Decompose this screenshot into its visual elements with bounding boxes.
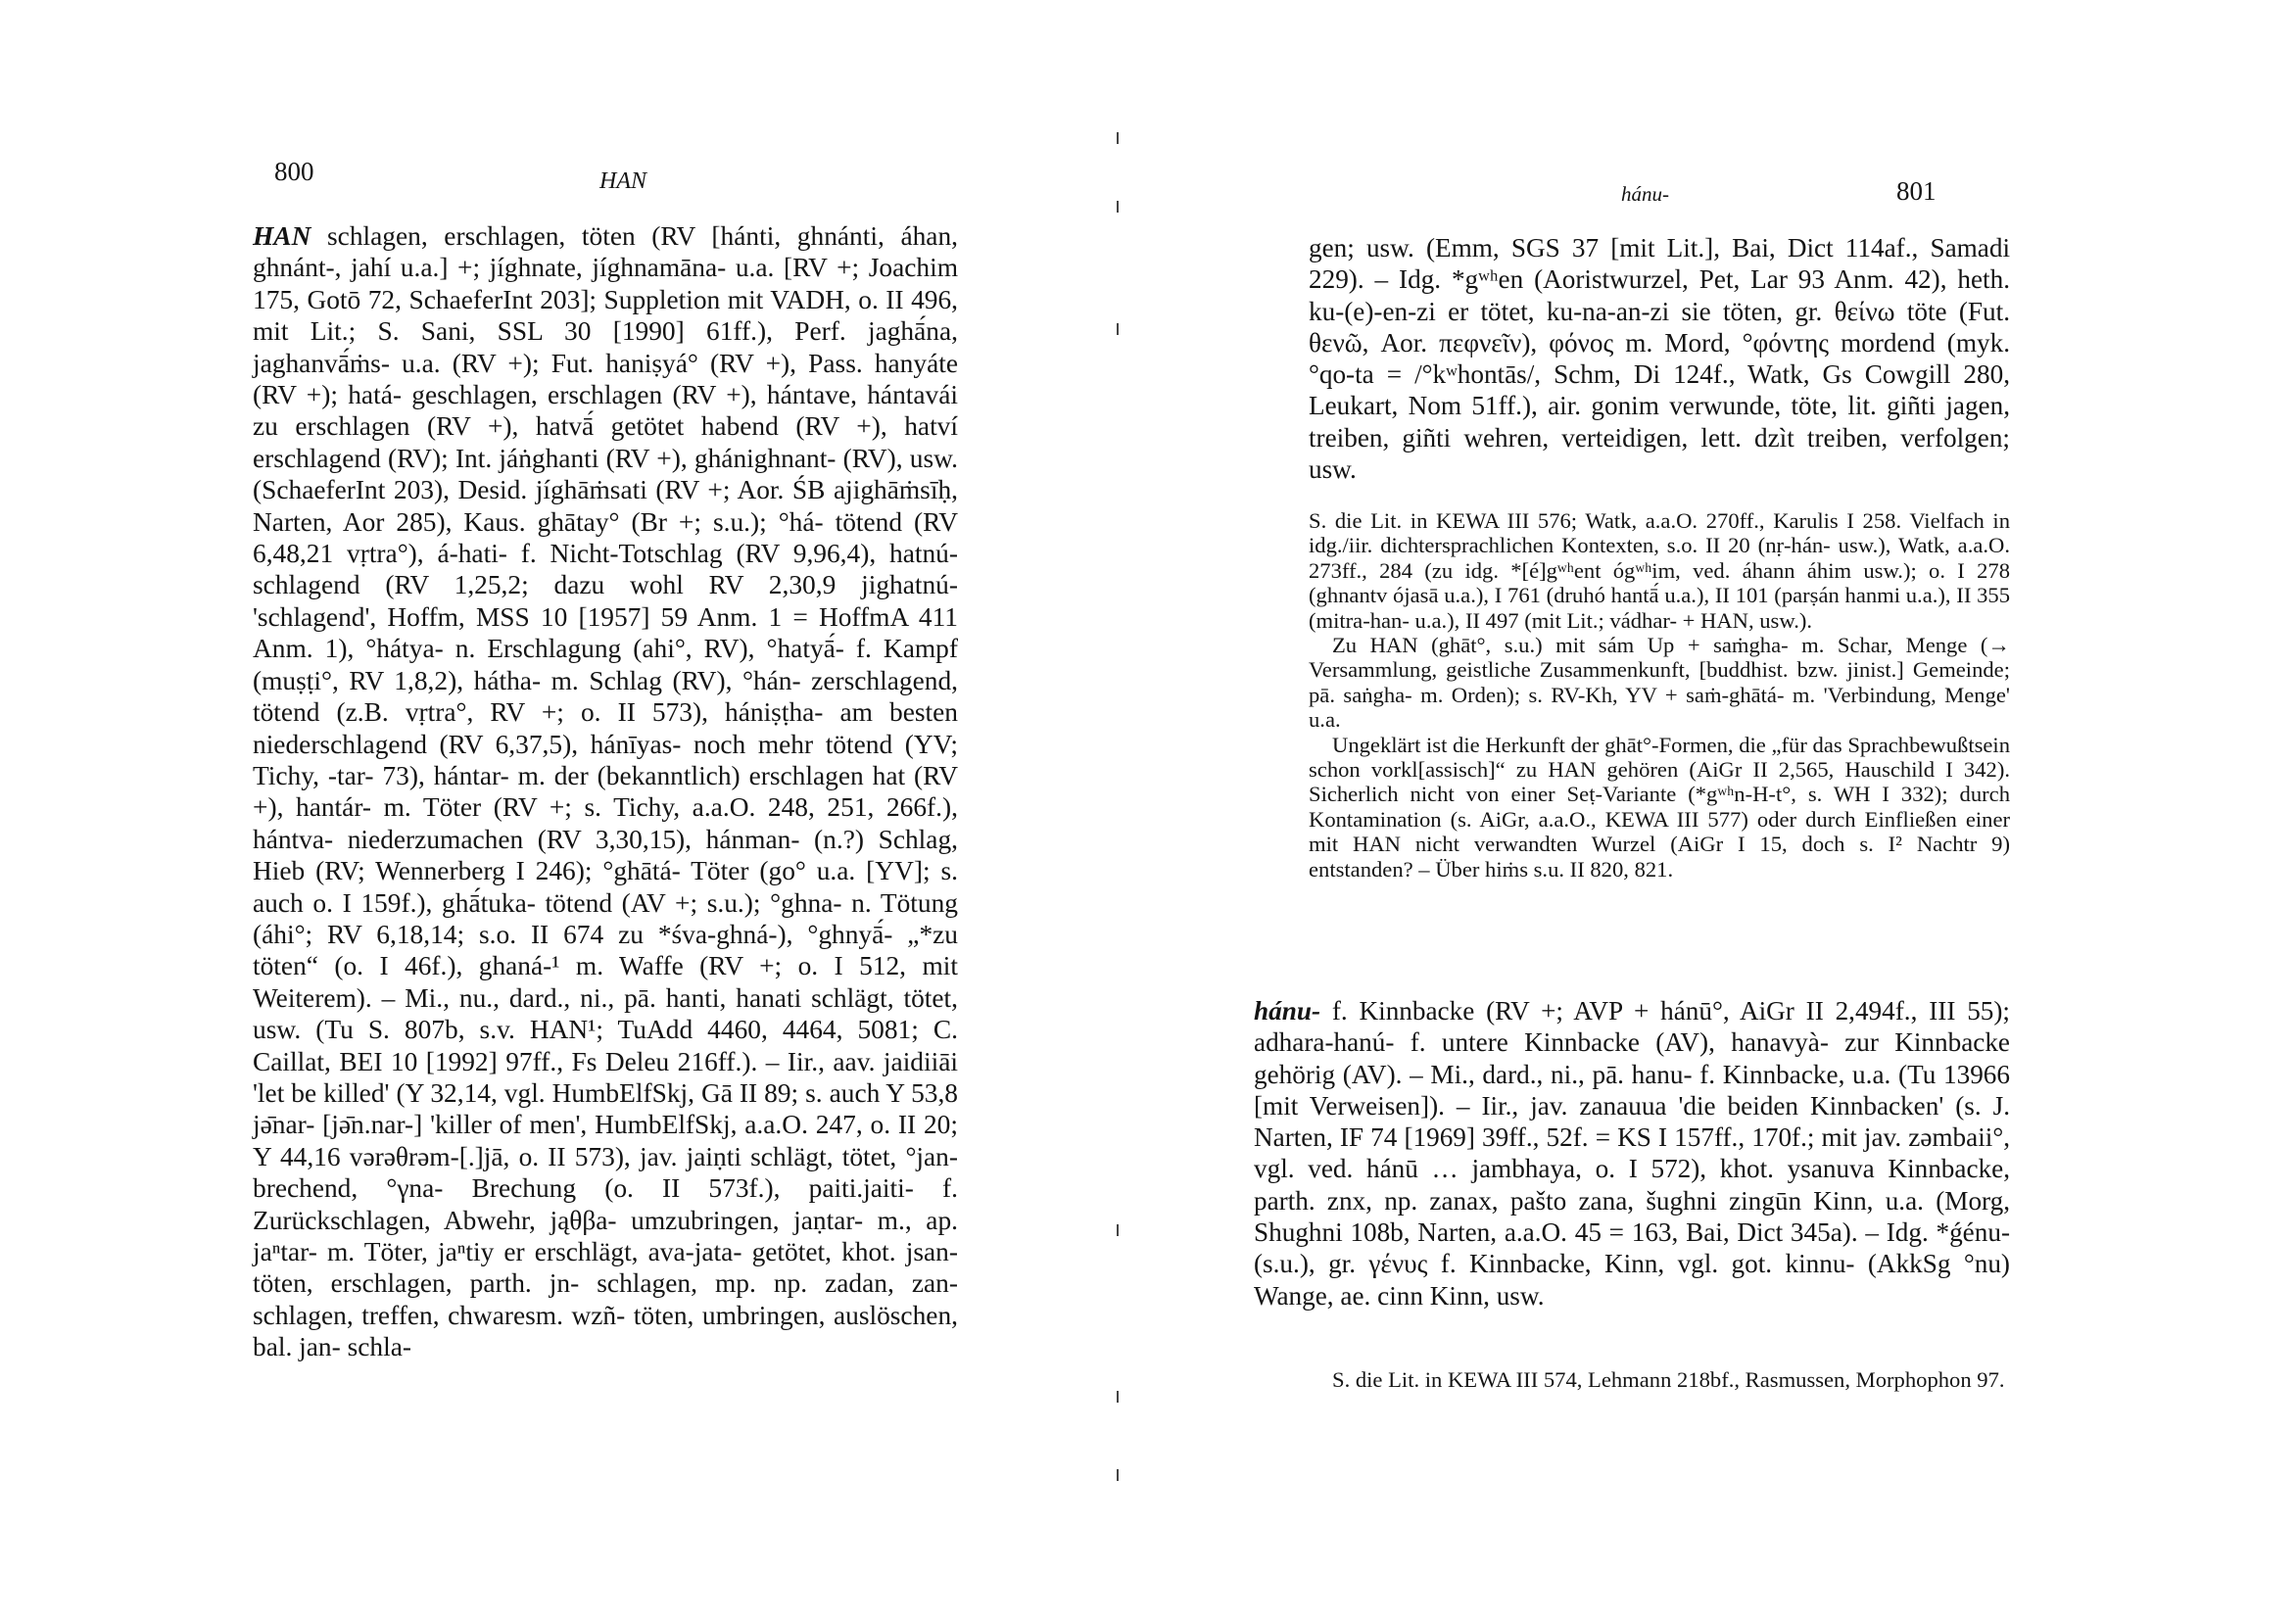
entry-lemma: hánu- xyxy=(1254,996,1321,1026)
note-paragraph: S. die Lit. in KEWA III 574, Lehmann 218bf., Rasmussen, Morphophon 97. xyxy=(1332,1367,2005,1392)
entry-paragraph xyxy=(253,220,958,1363)
page-number: 800 xyxy=(274,157,314,186)
entry-lemma: HAN xyxy=(253,221,311,251)
entry-hanu xyxy=(1254,995,2010,1312)
entry-paragraph xyxy=(1254,995,2010,1312)
right-page xyxy=(1126,0,2296,1622)
entry-han-continuation xyxy=(1309,232,2010,485)
left-page xyxy=(0,0,1126,1622)
running-head: hánu- xyxy=(1621,182,1669,206)
continuation-text: gen; usw. (Emm, SGS 37 [mit Lit.], Bai, Dict 114af., Samadi 229). – Idg. *gʷʰen (Aoristwurzel, Pet, Lar 93 Anm. 42), heth. ku-(e)-en-zi er tötet, ku-na-an-zi sie töten, gr. θείνω töte (Fut. θενῶ, Aor. πεφνεῖν), φόνος m. Mord, °φόντης mordend (myk. °qo-ta = /°kʷhontās/, Schm, Di 124f., Watk, Gs Cowgill 280, Leukart, Nom 51ff.), air. gonim verwunde, töte, lit. giñti jagen, treiben, giñti wehren, verteidigen, lett. dzìt treiben, verfolgen; usw. xyxy=(1309,233,2010,485)
entry-notes xyxy=(1309,508,2010,882)
note-paragraph: Ungeklärt ist die Herkunft der ghāt°-Formen, die „für das Sprachbewußtsein schon vorkl[assisch]“ zu HAN gehören (AiGr II 2,565, Hauschild I 342). Sicherlich nicht von einer Seṭ-Variante (*gʷʰn-H-t°, s. WH I 332); durch Kontamination (s. AiGr, a.a.O., KEWA III 577) oder durch Einfließen einer mit HAN nicht verwandten Wurzel (AiGr I 15, doch s. I² Nachtr 9) entstanden? – Über hiṁs s.u. II 820, 821. xyxy=(1309,732,2010,882)
note-paragraph: S. die Lit. in KEWA III 576; Watk, a.a.O. 270ff., Karulis I 258. Vielfach in idg./iir. dichtersprachlichen Kontexten, s.o. II 20 (nṛ-hán- usw.), Watk, a.a.O. 273ff., 284 (zu idg. *[é]gʷʰent ógʷʰim, ved. áhann áhim usw.); o. I 278 (ghnantv ójasā u.a.), I 761 (druhó hantā́ u.a.), II 101 (parṣán hanmi u.a.), II 355 (mitra-han- u.a.), II 497 (mit Lit.; vádhar- + HAN, usw.). xyxy=(1309,508,2010,633)
note-paragraph: Zu HAN (ghāt°, s.u.) mit sám Up + saṁgha- m. Schar, Menge (→ Versammlung, geistliche Zusammenkunft, [buddhist. bzw. jinist.] Gemeinde; pā. saṅgha- m. Orden); s. RV-Kh, YV + saṁ-ghātá- m. 'Verbindung, Menge' u.a. xyxy=(1309,633,2010,733)
entry-hanu-note xyxy=(1309,1367,2010,1392)
running-head: HAN xyxy=(599,168,646,194)
entry-text: f. Kinnbacke (RV +; AVP + hánū°, AiGr II 2,494f., III 55); adhara-hanú- f. untere Kinnbacke (AV), hanavyà- zur Kinnbacke gehörig (AV). – Mi., dard., ni., pā. hanu- f. Kinnbacke, u.a. (Tu 13966 [mit Verweisen]). – Iir., jav. zanauua 'die beiden Kinnbacken' (s. J. Narten, IF 74 [1969] 39ff., 52f. = KS I 157ff., 170f.; mit jav. zəmbaii°, vgl. ved. hánū … jambhaya, o. I 572), khot. ysanuva Kinnbacke, parth. znx, np. zanax, pašto zana, šughni zingūn Kinn, u.a. (Morg, Shughni 108b, Narten, a.a.O. 45 = 163, Bai, Dict 345a). – Idg. *ǵénu- (s.u.), gr. γένυς f. Kinnbacke, Kinn, vgl. got. kinnu- (AkkSg °nu) Wange, ae. cinn Kinn, usw. xyxy=(1254,996,2010,1311)
page-number: 801 xyxy=(1896,176,1937,206)
entry-text: schlagen, erschlagen, töten (RV [hánti, ghnánti, áhan, ghnánt-, jahí u.a.] +; jíghnate, jíghnamāna- u.a. [RV +; Joachim 175, Gotō 72, SchaeferInt 203]; Suppletion mit VADH, o. II 496, mit Lit.; S. Sani, SSL 30 [1990] 61ff.), Perf. jaghā́na, jaghanvā́ṁs- u.a. (RV +); Fut. haniṣyá° (RV +), Pass. hanyáte (RV +); hatá- geschlagen, erschlagen (RV +), hántave, hántavái zu erschlagen (RV +), hatvā́ getötet habend (RV +), hatví erschlagend (RV); Int. jáṅghanti (RV +), ghánighnant- (RV), usw. (SchaeferInt 203), Desid. jíghāṁsati (RV +; Aor. ŚB ajighāṁsīḥ, Narten, Aor 285), Kaus. ghātay° (Br +; s.u.); °há- tötend (RV 6,48,21 vṛtra°), á-hati- f. Nicht-Totschlag (RV 9,96,4), hatnú- schlagend (RV 1,25,2; dazu wohl RV 2,30,9 jighatnú- 'schlagend', Hoffm, MSS 10 [1957] 59 Anm. 1 = HoffmA 411 Anm. 1), °hátya- n. Erschlagung (ahi°, RV), °hatyā́- f. Kampf (muṣṭi°, RV 1,8,2), hátha- m. Schlag (RV), °hán- zerschlagend, tötend (z.B. vṛtra°, RV +; o. II 573), hániṣṭha- am besten niederschlagend (RV 6,37,5), hánīyas- noch mehr tötend (YV; Tichy, -tar- 73), hántar- m. der (bekanntlich) erschlagen hat (RV +), hantár- m. Töter (RV +; s. Tichy, a.a.O. 248, 251, 266f.), hántva- niederzumachen (RV 3,30,15), hánman- (n.?) Schlag, Hieb (RV; Wennerberg I 246); °ghātá- Töter (go° u.a. [YV]; s. auch o. I 159f.), ghā́tuka- tötend (AV +; s.u.); °ghna- n. Tötung (áhi°; RV 6,18,14; s.o. II 674 zu *śva-ghná-), °ghnyā́- „*zu töten“ (o. I 46f.), ghaná-¹ m. Waffe (RV +; o. I 512, mit Weiterem). – Mi., nu., dard., ni., pā. hanti, hanati schlägt, tötet, usw. (Tu S. 807b, s.v. HAN¹; TuAdd 4460, 4464, 5081; C. Caillat, BEI 10 [1992] 97ff., Fs Deleu 216ff.). – Iir., aav. jaidiiāi 'let be killed' (Y 32,14, vgl. HumbElfSkj, Gā II 89; s. auch Y 53,8 jə̄nar- [jə̄n.nar-] 'killer of men', HumbElfSkj, a.a.O. 247, o. II 20; Y 44,16 vərəθrəm-[.]jā, o. II 573), jav. jaiṇti schlägt, tötet, °jan- brechend, °γna- Brechung (o. II 573f.), paiti.jaiti- f. Zurückschlagen, Abwehr, jąθβa- umzubringen, jaṇtar- m., ap. jaⁿtar- m. Töter, jaⁿtiy er erschlägt, ava-jata- getötet, khot. jsan- töten, erschlagen, parth. jn- schlagen, mp. np. zadan, zan- schlagen, treffen, chwaresm. wzñ- töten, umbringen, auslöschen, bal. jan- schla- xyxy=(253,221,958,1362)
entry-han xyxy=(253,220,958,1363)
